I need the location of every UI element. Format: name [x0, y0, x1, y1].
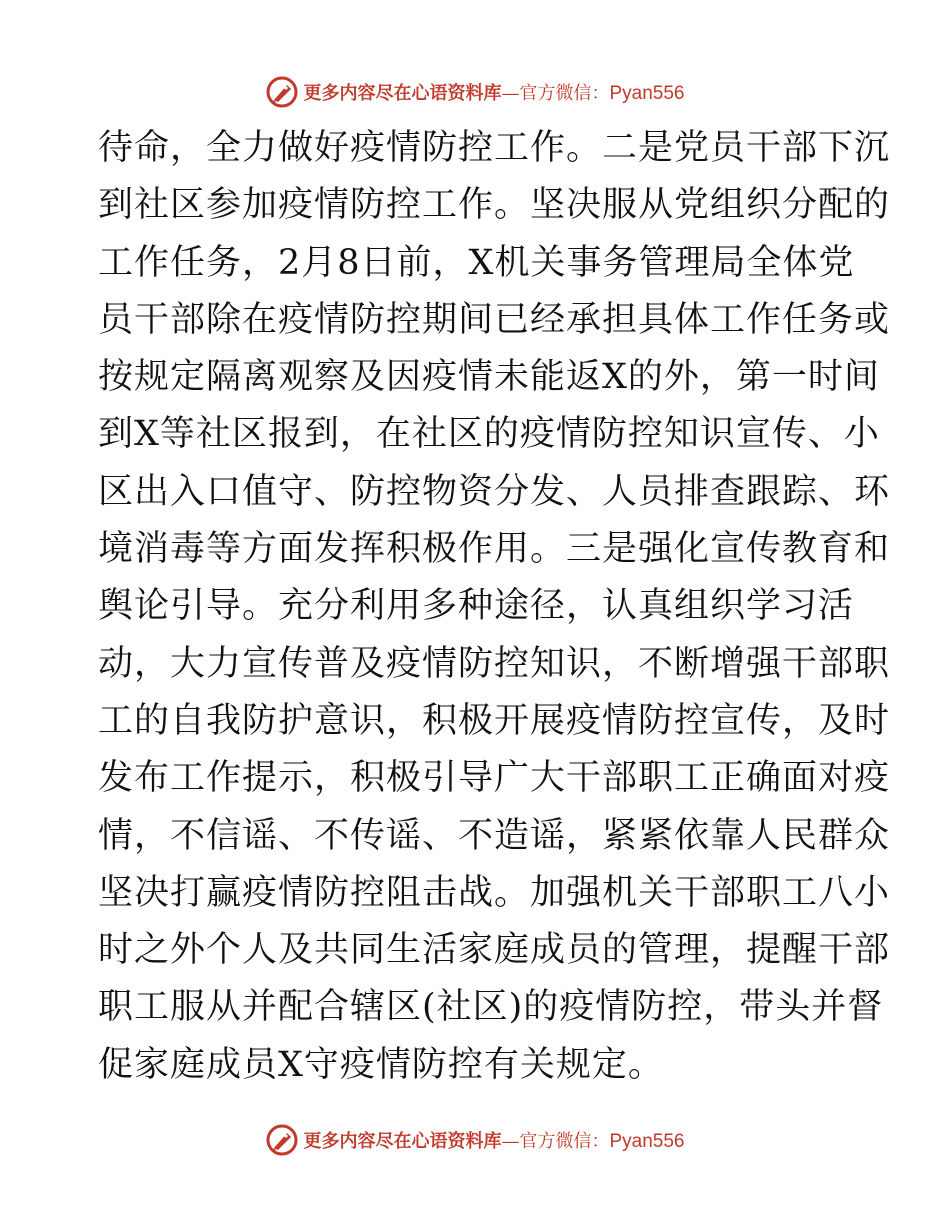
paragraph-line: 情，不信谣、不传谣、不造谣，紧紧依靠人民群众: [98, 815, 891, 856]
paragraph-line: 员干部除在疫情防控期间已经承担具体工作任务或: [98, 299, 891, 340]
banner-wechat-label: 官方微信：: [519, 83, 610, 104]
header-banner: [0, 72, 950, 112]
pen-nib-logo-icon: [265, 75, 299, 109]
paragraph-line: 促家庭成员X守疫情防控有关规定。: [98, 1044, 664, 1085]
banner-dash: —: [501, 1131, 520, 1152]
paragraph-line: 职工服从并配合辖区(社区)的疫情防控，带头并督: [98, 987, 884, 1028]
paragraph-line: 发布工作提示，积极引导广大干部职工正确面对疫: [98, 758, 891, 799]
paragraph-line: 工的自我防护意识，积极开展疫情防控宣传，及时: [98, 700, 891, 741]
paragraph-line: 坚决打赢疫情防控阻击战。加强机关干部职工八小: [98, 872, 891, 913]
paragraph-line: 工作任务，2月8日前，X机关事务管理局全体党: [98, 242, 855, 283]
paragraph-line: 区出入口值守、防控物资分发、人员排查跟踪、环: [98, 471, 891, 512]
banner-wechat-label: 官方微信：: [519, 1131, 610, 1152]
banner-wechat-id: Pyan556: [609, 83, 685, 104]
banner-main-text: 更多内容尽在心语资料库: [303, 83, 502, 104]
header-banner-text: [303, 79, 684, 105]
paragraph-line: 时之外个人及共同生活家庭成员的管理，提醒干部: [98, 930, 891, 971]
pen-nib-logo-icon: [265, 1123, 299, 1157]
paragraph-line: 按规定隔离观察及因疫情未能返X的外，第一时间: [98, 357, 880, 398]
footer-banner-text: [303, 1127, 684, 1153]
body-paragraph: [98, 120, 891, 1094]
paragraph-line: 境消毒等方面发挥积极作用。三是强化宣传教育和: [98, 529, 891, 570]
banner-main-text: 更多内容尽在心语资料库: [303, 1131, 502, 1152]
paragraph-line: 待命，全力做好疫情防控工作。二是党员干部下沉: [98, 128, 891, 168]
paragraph-line: 到社区参加疫情防控工作。坚决服从党组织分配的: [98, 185, 891, 226]
banner-dash: —: [501, 83, 520, 104]
paragraph-line: 动，大力宣传普及疫情防控知识，不断增强干部职: [98, 643, 891, 684]
footer-banner: [0, 1120, 950, 1160]
paragraph-line: 舆论引导。充分利用多种途径，认真组织学习活: [98, 586, 855, 627]
paragraph-line: 到X等社区报到，在社区的疫情防控知识宣传、小: [98, 414, 880, 455]
banner-wechat-id: Pyan556: [609, 1131, 685, 1152]
